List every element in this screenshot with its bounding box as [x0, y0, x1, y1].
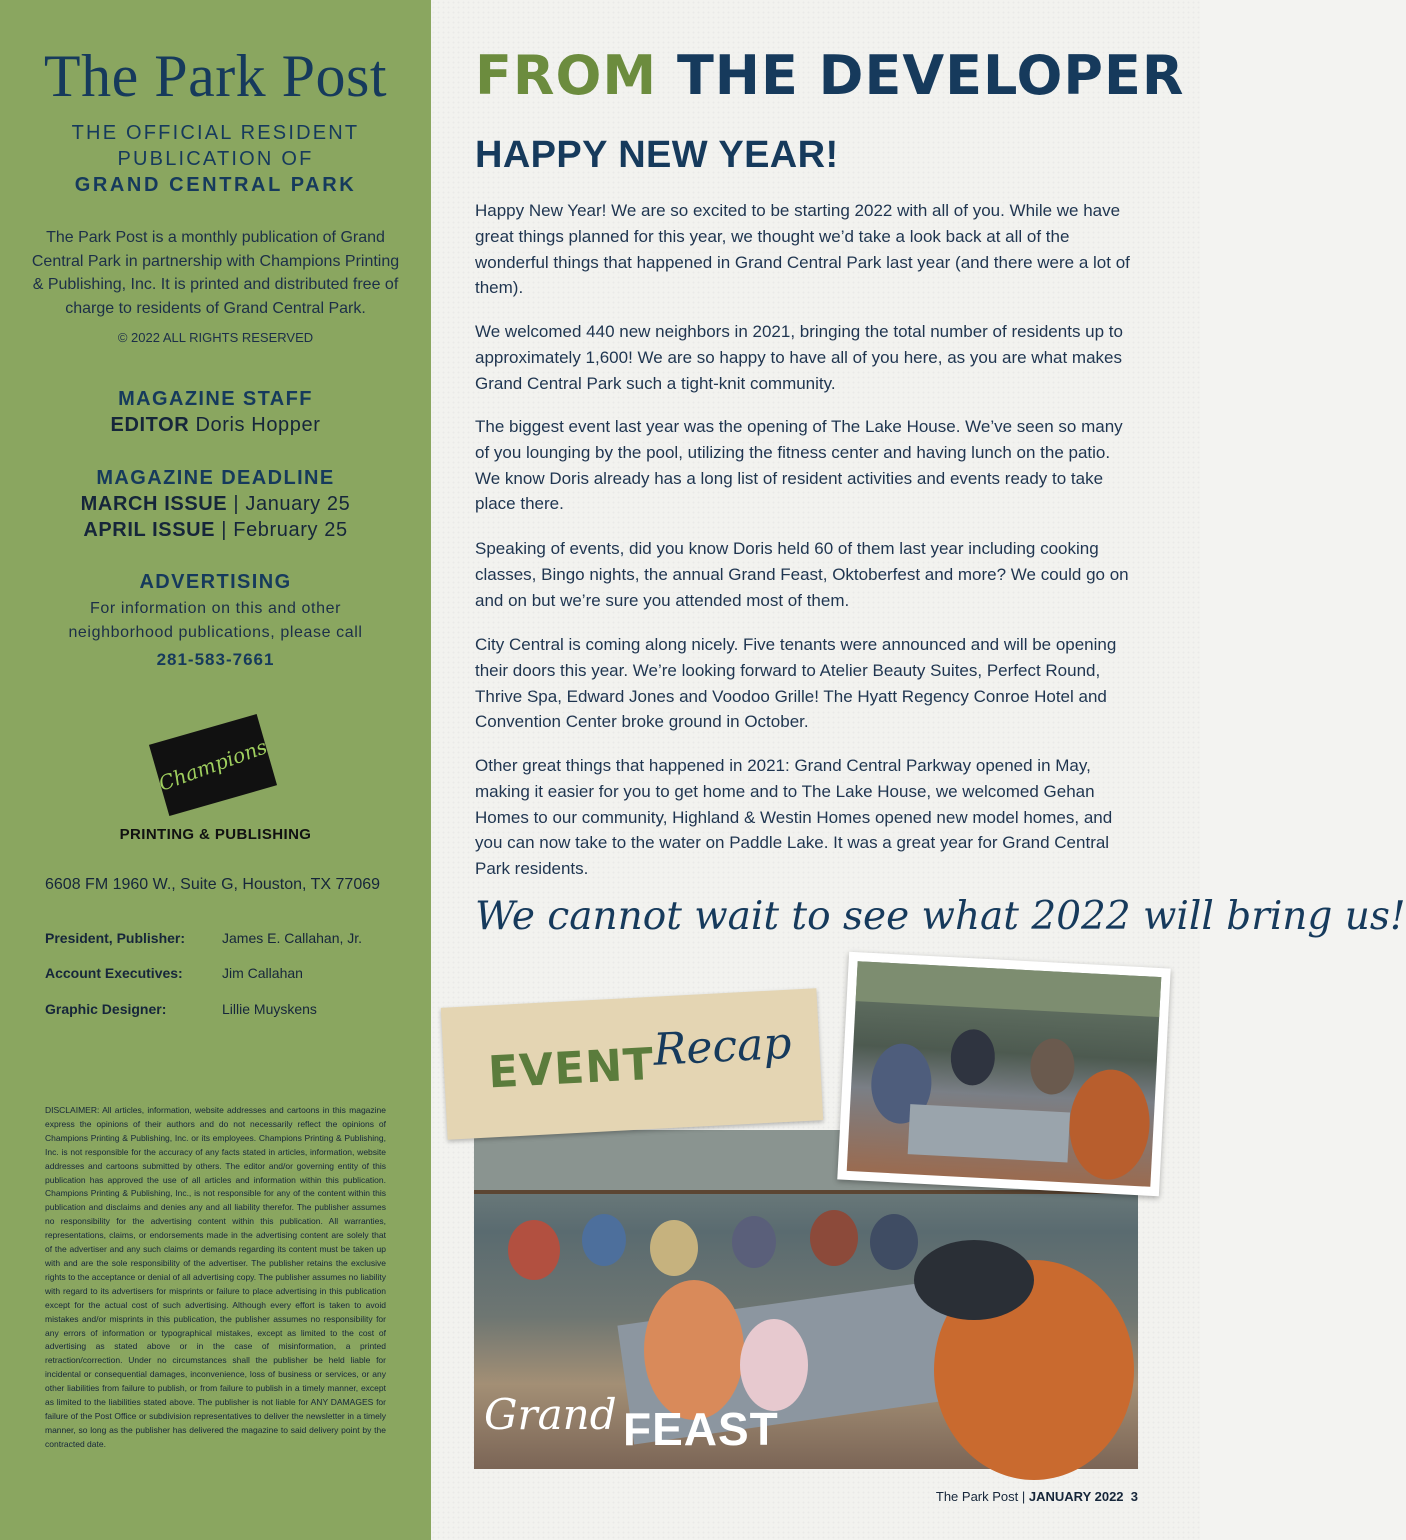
article-paragraph: Other great things that happened in 2021: Grand Central Parkway opened in May, making it easier for you to get home and to The Lake House, we welcomed Gehan Homes to our community, Highland & Westin Homes opened new model homes, and you can now take to the water on Paddle Lake. It was a great year for Grand Central Park residents.: [475, 756, 1113, 879]
tagline-line-1: THE OFFICIAL RESIDENT: [71, 122, 360, 144]
tagline-line-3: GRAND CENTRAL PARK: [74, 174, 357, 196]
article-paragraph: Happy New Year! We are so excited to be starting 2022 with all of you. While we have great things planned for this year, we thought we’d take a look back at all of the wonderful things that happened in Grand Central Park last year (and there were a lot of them).: [475, 201, 1130, 298]
footer-publication: The Park Post: [935, 1489, 1019, 1504]
about-text: The Park Post is a monthly publication of Grand Central Park in partnership with Champions Printing & Publishing, Inc. It is printed and distributed free of charge to residents of Grand Central Park.: [31, 229, 400, 317]
event-recap-banner: [441, 988, 823, 1139]
article-paragraph: The biggest event last year was the opening of The Lake House. We’ve seen so many of you lounging by the pool, utilizing the fitness center and having lunch on the patio. We know Doris already has a long list of resident activities and events ready to take place there.: [475, 417, 1123, 514]
headline: [475, 44, 1184, 107]
staff-name: James E. Callahan, Jr.: [222, 930, 363, 946]
april-issue-line: APRIL ISSUE | February 25: [83, 519, 348, 541]
recap-word: Recap: [651, 1017, 793, 1076]
event-word: EVENT: [486, 1038, 656, 1099]
champions-logo: [149, 714, 277, 816]
tagline-line-2: PUBLICATION OF: [117, 148, 314, 170]
inset-photo: [837, 952, 1170, 1197]
article-paragraph: We welcomed 440 new neighbors in 2021, bringing the total number of residents up to approximately 1,600! We are so happy to have all of you here, as you are what makes Grand Central Park such a tight-knit community.: [475, 322, 1123, 393]
copyright: © 2022 ALL RIGHTS RESERVED: [117, 330, 314, 345]
march-issue-line: MARCH ISSUE | January 25: [80, 493, 351, 515]
advertising-phone: 281-583-7661: [156, 650, 275, 669]
advertising-text-2: neighborhood publications, please call: [68, 624, 363, 641]
advertising-text-1: For information on this and other: [89, 600, 342, 617]
footer-issue: JANUARY 2022: [1028, 1489, 1124, 1504]
inset-photo-image: [847, 961, 1162, 1187]
advertising-heading: ADVERTISING: [139, 571, 292, 593]
inset-illustration: [847, 961, 1162, 1187]
editor-label: EDITOR: [110, 414, 190, 436]
april-issue-label: APRIL ISSUE: [83, 519, 216, 541]
april-issue-date: February 25: [233, 519, 348, 541]
headline-from: FROM: [475, 44, 658, 107]
footer-page-number: 3: [1130, 1489, 1138, 1504]
logo-wordmark: Champions: [155, 734, 271, 796]
staff-name: Jim Callahan: [222, 965, 303, 981]
feast-word: FEAST: [623, 1403, 779, 1455]
staff-heading: MAGAZINE STAFF: [118, 388, 313, 410]
march-issue-label: MARCH ISSUE: [80, 493, 228, 515]
staff-role: Account Executives:: [45, 965, 183, 981]
march-issue-date: January 25: [245, 493, 351, 515]
logo-subtitle: PRINTING & PUBLISHING: [119, 826, 312, 843]
staff-name: Lillie Muyskens: [222, 1001, 317, 1017]
sidebar: [0, 0, 431, 1540]
masthead-title: The Park Post: [43, 43, 388, 109]
page-footer: The Park Post | JANUARY 2022 3: [935, 1489, 1138, 1504]
article-paragraph: Speaking of events, did you know Doris held 60 of them last year including cooking classes, Bingo nights, the annual Grand Feast, Oktoberfest and more? We could go on and on but we’re sure you attended most of them.: [475, 539, 1129, 610]
deadline-heading: MAGAZINE DEADLINE: [96, 467, 335, 489]
article-paragraph: City Central is coming along nicely. Five tenants were announced and will be opening their doors this year. We’re looking forward to Atelier Beauty Suites, Perfect Round, Thrive Spa, Edward Jones and Voodoo Grille! The Hyatt Regency Conroe Hotel and Convention Center broke ground in October.: [475, 635, 1117, 732]
staff-role: President, Publisher:: [45, 930, 186, 946]
address: 6608 FM 1960 W., Suite G, Houston, TX 77069: [45, 876, 381, 893]
headline-developer: THE DEVELOPER: [676, 44, 1185, 107]
grand-word: Grand: [484, 1390, 617, 1439]
editor-line: [0, 414, 431, 437]
staff-role: Graphic Designer:: [45, 1001, 167, 1017]
editor-name: Doris Hopper: [195, 414, 321, 436]
disclaimer: DISCLAIMER: All articles, information, website addresses and cartoons in this magazine express the opinions of their authors and do not necessarily reflect the opinions of Champions Printing & Publishing, Inc. or its employees. Champions Printing & Publishing, Inc. is not responsible for the accuracy of any facts stated in articles, information, website addresses and cartoons submitted by others. The editor and/or governing entity of this publication has approved the use of all articles and information within this publication. Champions Printing & Publishing, Inc., is not responsible for any of the content within this publication and disclaims and denies any and all liability therefor. The publisher assumes no responsibility for the advertising content within this publication. All warranties, representations, claims, or endorsements made in the advertising content are solely that of the advertiser and any such claims or demands regarding its content must be taken up with and are the sole responsibility of the advertiser. The publisher retains the exclusive rights to the acceptance or denial of all advertising copy. The publisher assumes no liability with regard to its advertisers for misprints or failure to place advertising in this publication except for the actual cost of such advertising. Although every effort is taken to avoid mistakes and/or misprints in this publication, the publisher assumes no responsibility for any errors of information or typographical mistakes, except as limited to the cost of advertising as stated above or in the case of misinformation, a printed retraction/correction. Under no circumstances shall the publisher be held liable for incidental or consequential damages, inconvenience, loss of business or services, or any other liabilities from failure to publish, or from failure to publish in a timely manner, except as limited to the liabilities stated above. The publisher is not liable for ANY DAMAGES for failure of the Post Office or subdivision representatives to deliver the newsletter in a timely manner, so long as the publisher has delivered the magazine to said delivery point by the contracted date.: [45, 1105, 386, 1449]
article-subhead: HAPPY NEW YEAR!: [475, 134, 839, 176]
closing-script: We cannot wait to see what 2022 will bring us!: [475, 894, 1406, 939]
tagline: [0, 120, 431, 198]
